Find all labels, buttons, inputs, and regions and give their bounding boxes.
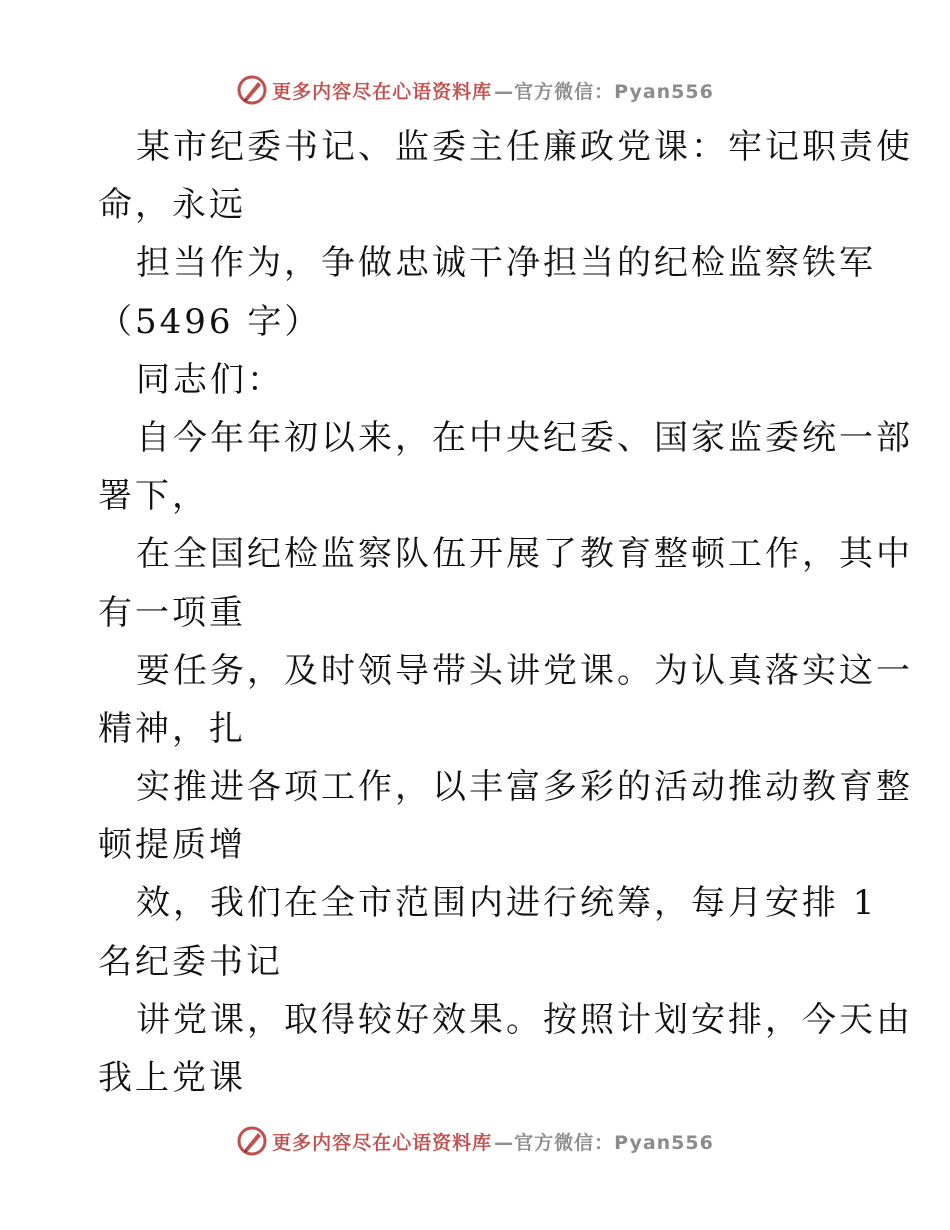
watermark-text: 更多内容尽在心语资料库 (272, 1131, 493, 1154)
watermark-separator: — (494, 80, 515, 103)
header-watermark (0, 72, 950, 108)
title-line: 命，永远 (98, 185, 246, 226)
pen-logo-icon (236, 1125, 268, 1157)
watermark-wechat: 官方微信：Pyan556 (514, 80, 714, 103)
paragraph-line: 署下， (98, 476, 209, 517)
paragraph-line: 效，我们在全市范围内进行统筹，每月安排 1 (136, 883, 878, 924)
salutation: 同志们： (136, 359, 284, 400)
paragraph-line: 我上党课 (98, 1058, 246, 1098)
watermark-wechat: 官方微信：Pyan556 (514, 1131, 714, 1154)
paragraph-line: 实推进各项工作，以丰富多彩的活动推动教育整 (136, 767, 913, 808)
title-line: 担当作为，争做忠诚干净担当的纪检监察铁军 (136, 243, 876, 284)
paragraph-line: 在全国纪检监察队伍开展了教育整顿工作，其中 (136, 534, 913, 575)
word-count: （5496 字） (98, 301, 322, 342)
paragraph-line: 名纪委书记 (98, 941, 283, 982)
footer-watermark (0, 1123, 950, 1159)
watermark-text: 更多内容尽在心语资料库 (272, 80, 493, 103)
paragraph-line: 顿提质增 (98, 825, 246, 866)
document-body (98, 118, 913, 1107)
title-line: 某市纪委书记、监委主任廉政党课：牢记职责使 (136, 127, 913, 167)
paragraph-line: 讲党课，取得较好效果。按照计划安排，今天由 (136, 999, 913, 1040)
paragraph-line: 有一项重 (98, 592, 246, 633)
paragraph-line: 自今年年初以来，在中央纪委、国家监委统一部 (136, 417, 913, 458)
watermark-separator: — (494, 1131, 515, 1154)
pen-logo-icon (236, 74, 268, 106)
paragraph-line: 精神，扎 (98, 708, 246, 749)
paragraph-line: 要任务，及时领导带头讲党课。为认真落实这一 (136, 650, 913, 691)
